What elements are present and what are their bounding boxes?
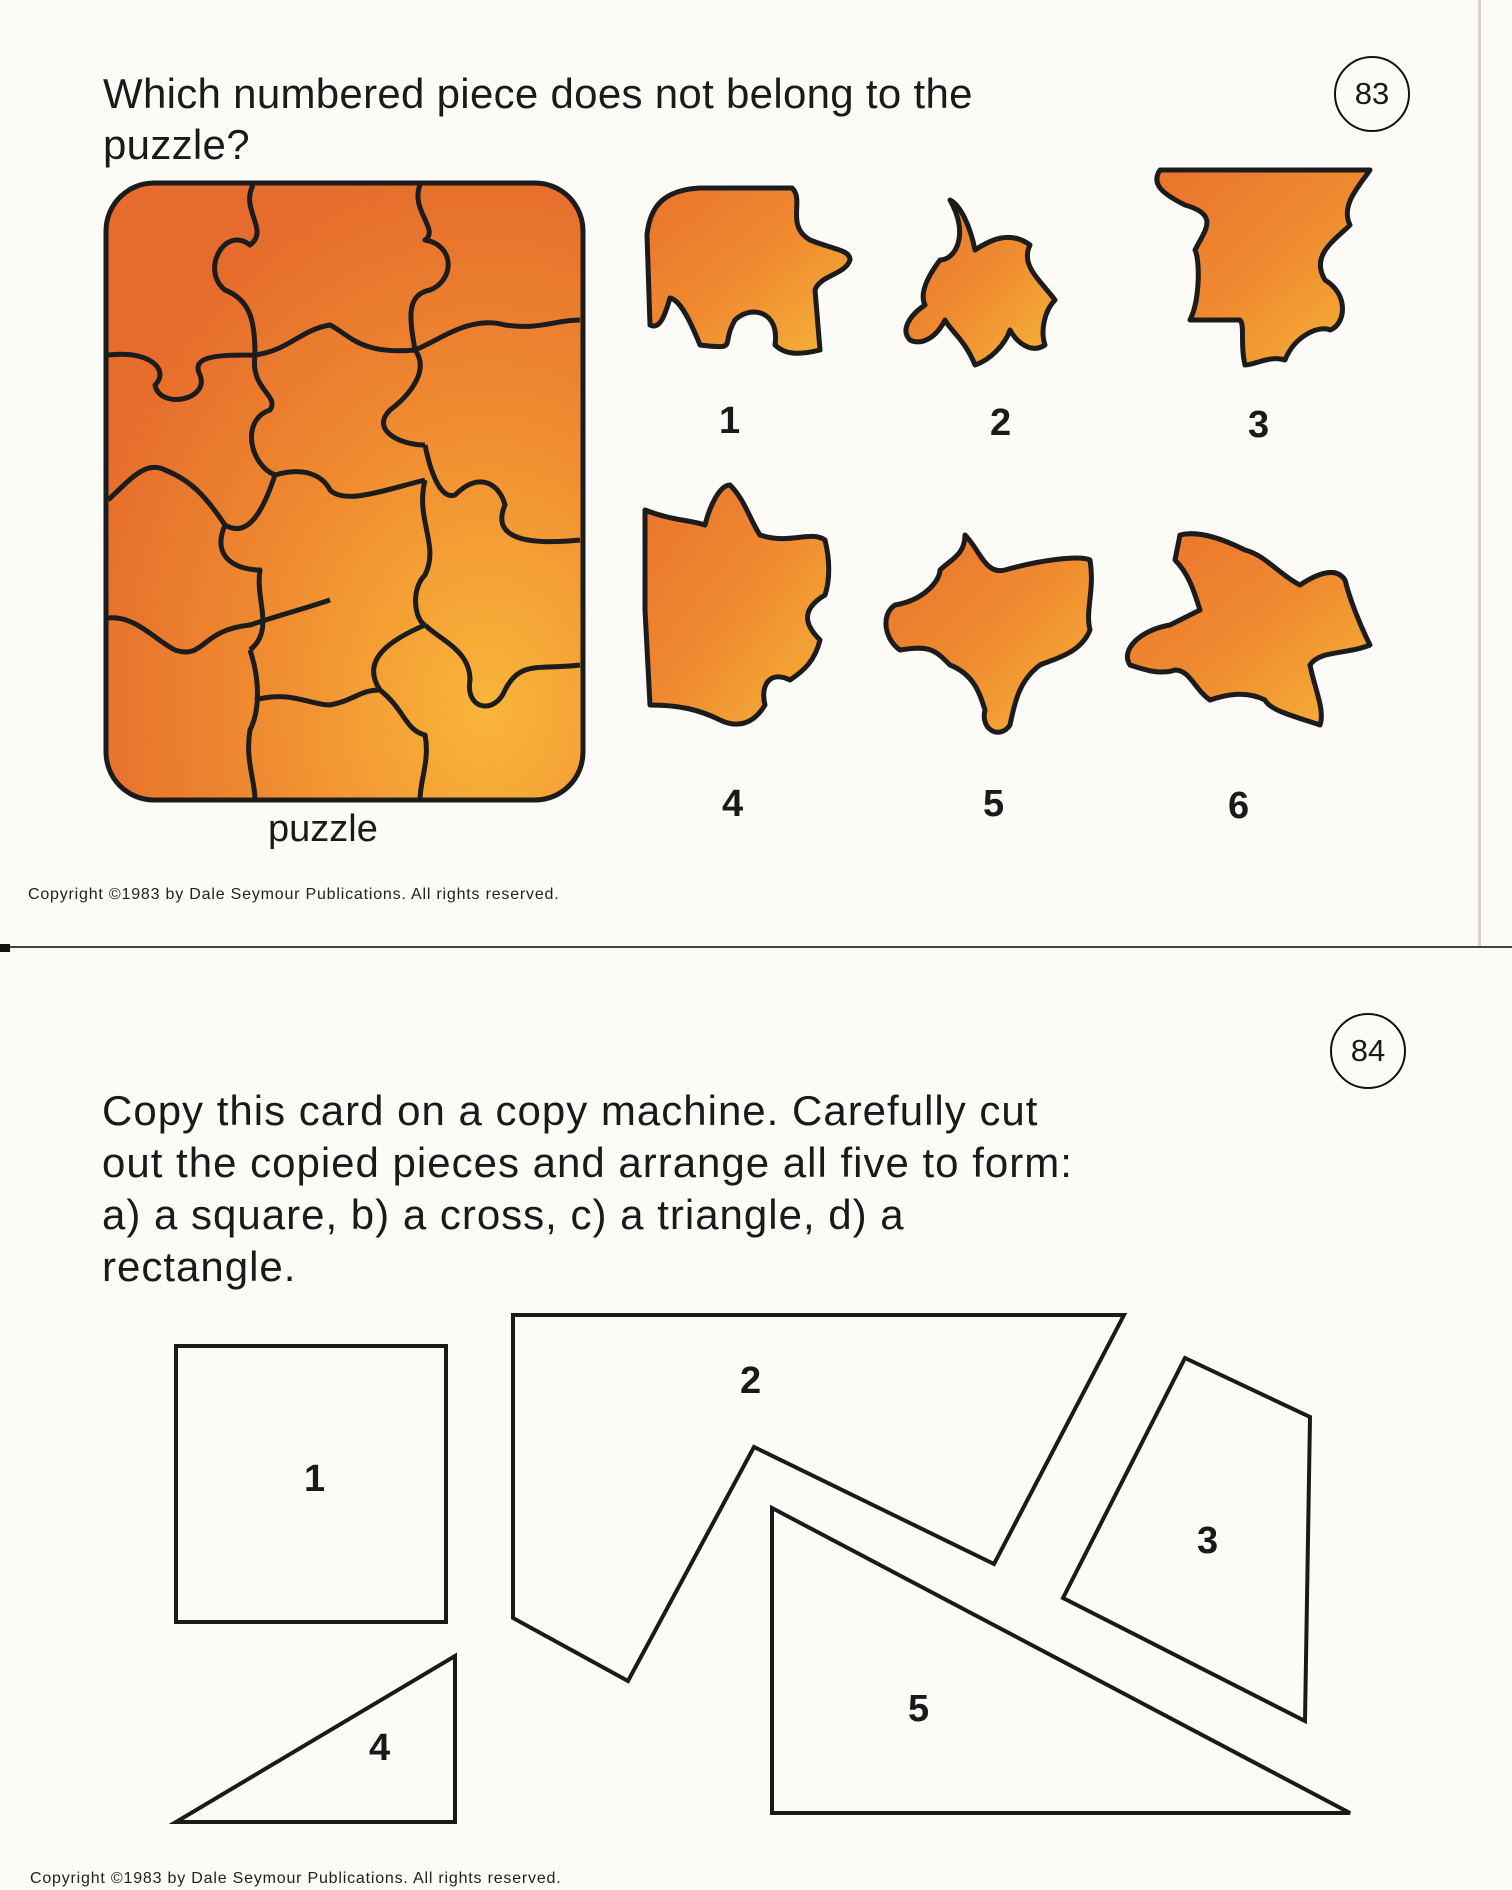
dissection-piece-3	[1063, 1358, 1310, 1721]
piece-label-4: 4	[722, 783, 744, 825]
piece-label-5: 5	[983, 783, 1005, 825]
piece-label-6: 6	[1228, 785, 1250, 827]
dissection-piece-5	[772, 1508, 1350, 1813]
assembled-puzzle	[106, 183, 583, 800]
card-84-number: 84	[1330, 1013, 1406, 1089]
divider-tick	[0, 944, 10, 952]
puzzle-piece-1	[647, 188, 850, 353]
card-84-copyright: Copyright ©1983 by Dale Seymour Publications. All rights reserved.	[30, 1870, 562, 1887]
dissection-label-4: 4	[369, 1727, 391, 1769]
puzzle-piece-4	[645, 485, 829, 724]
puzzle-piece-3	[1157, 170, 1370, 365]
puzzle-caption: puzzle	[268, 808, 378, 850]
dissection-label-2: 2	[740, 1360, 762, 1402]
dissection-piece-4	[176, 1656, 455, 1822]
dissection-label-3: 3	[1197, 1520, 1219, 1562]
dissection-label-1: 1	[304, 1458, 326, 1500]
piece-label-1: 1	[719, 400, 741, 442]
card-divider	[0, 946, 1512, 948]
piece-label-3: 3	[1248, 404, 1270, 446]
puzzle-piece-2	[906, 200, 1055, 365]
puzzle-piece-5	[886, 535, 1092, 732]
piece-label-2: 2	[990, 402, 1012, 444]
card-83-question: Which numbered piece does not belong to the puzzle?	[103, 70, 973, 168]
card-83-number: 83	[1334, 56, 1410, 132]
puzzle-piece-6	[1127, 534, 1370, 725]
card-84-question: Copy this card on a copy machine. Carefully cut out the copied pieces and arrange all five to form: a) a square, b) a cross, c) a triangle, d) a rectangle.	[102, 1087, 1073, 1290]
dissection-label-5: 5	[908, 1688, 930, 1730]
card-83	[0, 0, 1481, 946]
card-83-copyright: Copyright ©1983 by Dale Seymour Publications. All rights reserved.	[28, 886, 560, 903]
dissection-piece-2	[513, 1315, 1124, 1681]
